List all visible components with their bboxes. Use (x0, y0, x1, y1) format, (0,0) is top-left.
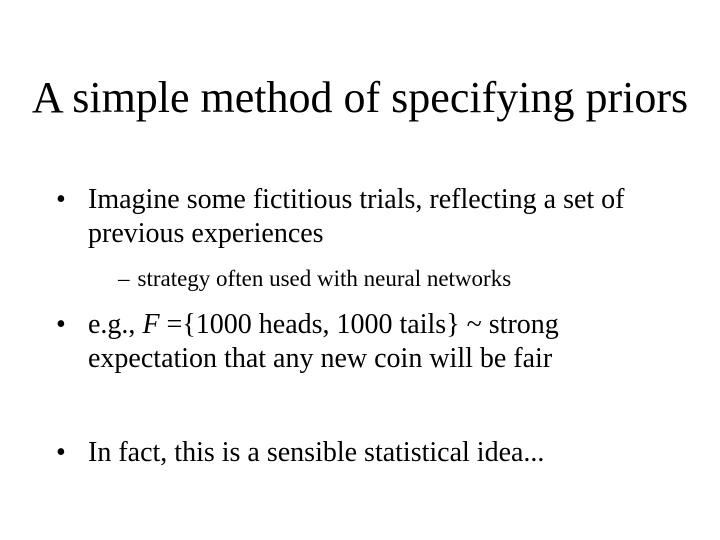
sub-bullet-neural-networks (118, 264, 678, 294)
bullet-item-statistical-idea (56, 436, 656, 470)
bullet-text: In fact, this is a sensible statistical idea... (88, 437, 545, 468)
sub-bullet-marker: – (118, 266, 130, 291)
bullet-marker: • (56, 437, 66, 468)
bullet-text: Imagine some fictitious trials, reflecting a set of previous experiences (88, 184, 625, 249)
example-prefix: e.g., (88, 309, 143, 340)
bullet-marker: • (56, 184, 66, 215)
bullet-item-fictitious-trials (56, 183, 656, 251)
example-suffix: ={1000 heads, 1000 tails} ~ strong expectation that any new coin will be fair (88, 309, 559, 374)
sub-bullet-text: strategy often used with neural networks (137, 266, 512, 291)
bullet-item-example (56, 308, 656, 376)
bullet-marker: • (56, 309, 66, 340)
example-variable: F (142, 309, 160, 340)
slide-title: A simple method of specifying priors (31, 73, 689, 122)
bullet-text-example (88, 308, 656, 376)
